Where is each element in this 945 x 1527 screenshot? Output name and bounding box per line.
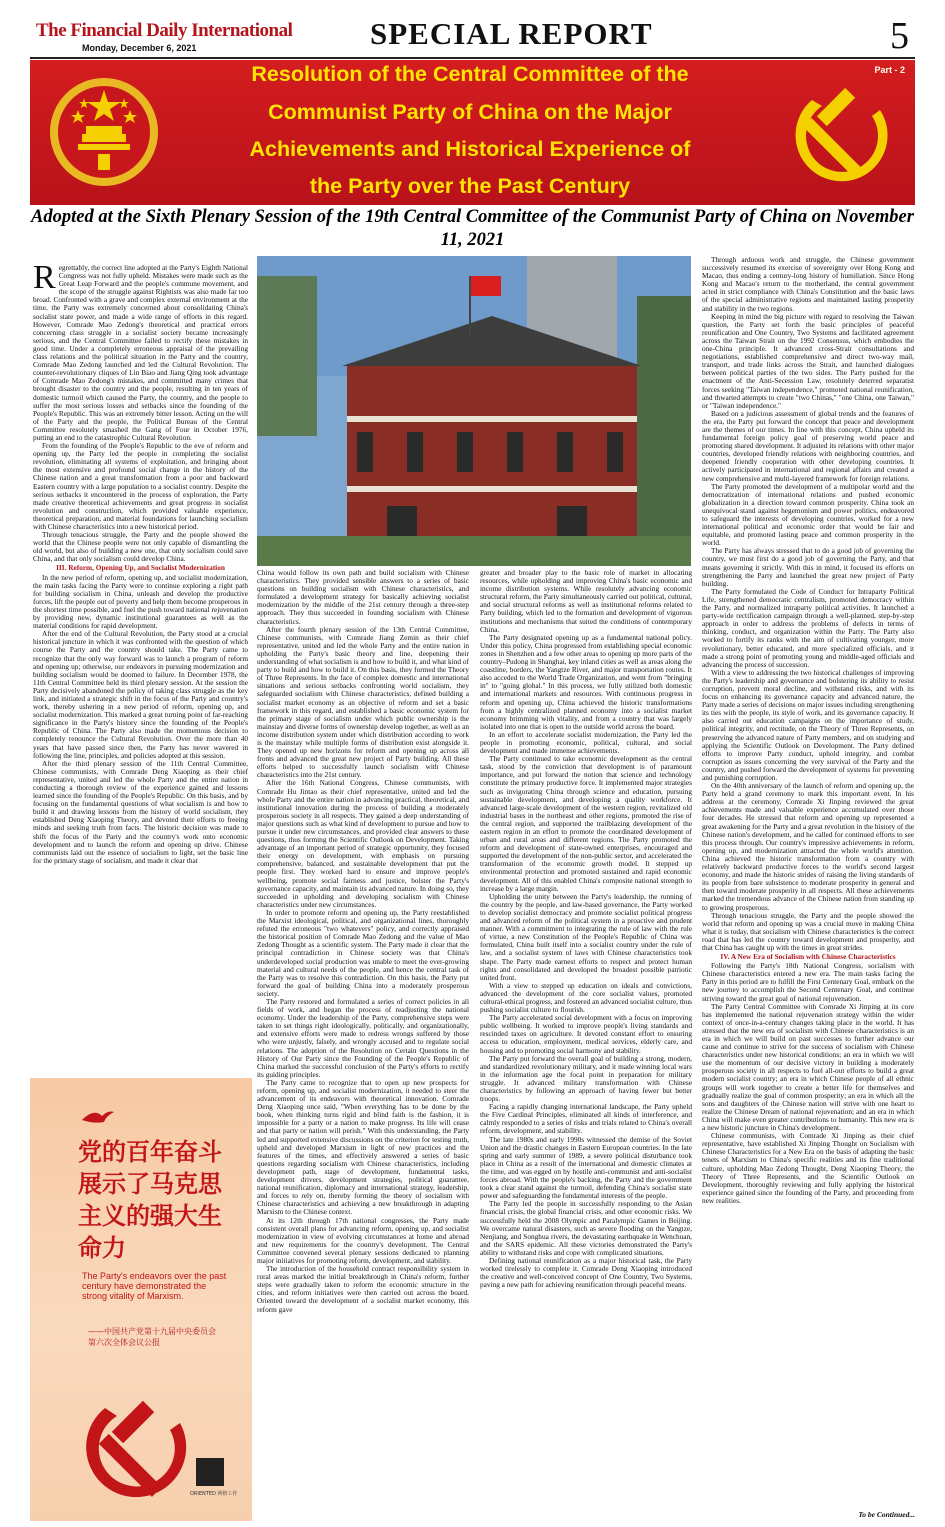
paragraph: Upholding the unity between the Party's leadership, the running of the country by the people, and law-based governance, the Party worked to develop socialist democracy and promote socialist political progress and advanced reform of the political system in a proactive and prudent manner. With a commitment to integrating the rule of law with the rule of virtue, a new Constitution of the People's Republic of China was formulated, China built itself into a socialist country under the rule of law, and a socialist system of laws with Chinese characteristics took shape. The Party made earnest efforts to respect and protect human rights and consolidated and developed the broadest possible patriotic united front. [480,891,692,982]
hammer-sickle-icon [85,1388,195,1508]
continued-note: To be Continued... [858,1510,915,1519]
section-heading: III. Reform, Opening Up, and Socialist Modernization [56,563,225,573]
banner-line-1: Resolution of the Central Committee of the [251,62,689,86]
paragraph: greater and broader play to the basic role of market in allocating resources, while upholding and improving China's basic economic and income distribution systems. While resolutely advancing economic structural reform, the Party simultaneously carried out political, cultural, and social structural reforms as well as institutional reforms related to Party building, which led to the formation and development of vigorous institutions and mechanisms that suited the conditions of contemporary China. [480,569,692,634]
paragraph: egrettably, the correct line adopted at the Party's Eighth National Congress was not fully upheld. Mistakes were made such as the Great Leap Forward and the people's commune movement, and the scope of the struggle against Rightists was also made far too broad. Confronted with a grave and complex external environment at the time, the Party was extremely concerned about consolidating China's socialist state power, and made a wide range of efforts in this regard. However, Comrade Mao Zedong's theoretical and practical errors concerning class struggle in a socialist society became increasingly serious, and the Central Committee failed to rectify these mistakes in good time. Under a completely erroneous appraisal of the prevailing class relations and the political situation in the Party and the country, Comrade Mao Zedong launched and led the Cultural Revolution. The counter-revolutionary cliques of Lin Biao and Jiang Qing took advantage of Comrade Mao Zedong's mistakes, and committed many crimes that brought disaster to the country and the people, resulting in ten years of domestic turmoil which caused the Party, the country, and the people to suffer the most serious losses and setbacks since the founding of the People's Republic. This was an extremely bitter lesson. Acting on the will of the Party and the people, the Political Bureau of the Central Committee resolutely smashed the Gang of Four in October 1976, putting an end to the catastrophic Cultural Revolution. [33,264,248,442]
resolution-subtitle: Adopted at the Sixth Plenary Session of the 19th Central Committee of the Communist Party of China on November 11, 2021 [31,207,914,250]
paragraph: The Party came to recognize that to open up new prospects for reform, opening up, and socialist modernization, it needed to steer the advancement of its endeavors with theoretical innovation. Comrade Deng Xiaoping once said, "When everything has to be done by the book, when thinking turns rigid and blind faith is the fashion, it is impossible for a party or a nation to make progress. Its life will cease and that party or nation will perish." With this understanding, the Party led and supported extensive discussions on the criterion for testing truth, upheld and developed Marxism in light of new practices and the features of the times, and effectively answered a series of basic questions regarding socialism with Chinese characteristics, including development path, stage of development, fundamental tasks, development drivers, development strategies, political guarantee, national reunification, diplomacy and international strategy, leadership, and forces to rely on, thereby forming the theory of socialism with Chinese characteristics and achieving a new breakthrough in adapting Marxism to the Chinese context. [257,1077,469,1217]
poster-source-note [88,1326,238,1348]
article-column-4 [702,256,914,1508]
paragraph: With a view to addressing the two historical challenges of improving the Party's leadership and governance and bolstering its ability to resist corruption, prevent moral decline, and withstand risks, and with its focus on enhancing its governance capacity and advanced nature, the Party made a series of decisions on major issues including strengthening its ties with the people, its style of work, and its governance capacity. It also carried out education campaigns on the importance of study, political integrity, and rectitude, on the Theory of Three Represents, on preserving the advanced nature of Party members, and on studying and applying the Scientific Outlook on Development. The Party defined efforts to improve Party conduct, uphold integrity, and combat corruption as issues concerning the very survival of the Party and the country, and pushed forward the development of systems for preventing and punishing corruption. [702,667,914,782]
paragraph: The introduction of the household contract responsibility system in rural areas marked the initial breakthrough in China's reform, further steps were gradually taken to reform the economic structure in the cities, and reform initiatives were then carried out across the board. Oriented toward the development of a socialist market economy, this reform gave [257,1264,469,1314]
banner-line-4: the Party over the Past Century [309,174,631,198]
banner-line-2: Communist Party of China on the Major [268,100,672,124]
paragraph: Chinese communists, with Comrade Xi Jinping as their chief representative, have established Xi Jinping Thought on Socialism with Chinese Characteristics for a New Era on the basis of adapting the basic tenets of Marxism to China's specific realities and its fine traditional culture, upholding Mao Zedong Thought, Deng Xiaoping Theory, the Theory of Three Represents, and the Scientific Outlook on Development, thoroughly reviewing and fully applying the historical experience gained since the founding of the Party, and proceeding from new realities. [702,1131,914,1205]
paragraph: Keeping in mind the big picture with regard to resolving the Taiwan question, the Party set forth the basic principles of peaceful reunification and One Country, Two Systems and facilitated agreement across the Taiwan Strait on the 1992 Consensus, which embodies the one-China principle. It advanced cross-Strait consultations and negotiations, established comprehensive and direct two-way mail, transport, and trade links across the Strait, and launched dialogues between political parties of the two sides. The Party pushed for the enactment of the Anti-Secession Law, resolutely deterred separatist forces seeking "Taiwan independence," promoted national reunification, and thwarted attempts to create "two Chinas," "one China, one Taiwan," or "Taiwan independence." [702,311,914,410]
national-emblem-icon [48,76,160,188]
paragraph: Defining national reunification as a major historical task, the Party worked tirelessly to complete it. Comrade Deng Xiaoping introduced the creative and well-conceived concept of One Country, Two Systems, paving a new path for achieving reunification through peaceful means. [480,1255,692,1290]
hammer-sickle-icon [782,70,907,195]
paragraph: After the 16th National Congress, Chinese communists, with Comrade Hu Jintao as their chief representative, united and led the whole Party and the entire nation in advancing practical, theoretical, and institutional innovation during the process of building a moderately prosperous society in all respects. They gained a deep understanding of major questions such as what kind of development to pursue and how to pursue it under new circumstances, and provided clear answers to these questions, thus forming the Scientific Outlook on Development. Taking advantage of an important period of strategic opportunity, they focused their energy on development, with emphasis on pursuing comprehensive, balanced, and sustainable development that put the people first. They worked hard to ensure and improve people's wellbeing, promote social fairness and justice, bolster the Party's governance capacity, and maintain its advanced nature. In doing so, they succeeded in upholding and developing socialism with Chinese characteristics under new circumstances. [257,778,469,909]
masthead-rule [30,57,915,59]
poster-title-line: 党的百年奋斗 [78,1138,222,1166]
section-heading: IV. A New Era of Socialism with Chinese Characteristics [720,952,896,962]
paragraph: On the 40th anniversary of the launch of reform and opening up, the Party held a grand ceremony to mark this important event. In his address at the ceremony, Comrade Xi Jinping reviewed the great achievements made and valuable experience accumulated over those four decades. He stressed that reform and opening up represented a great awakening for the Party and a great revolution in the history of the Chinese nation's development, and he called for continued efforts to see this process through. Our country's impressive achievements in reform, opening up, and modernization attracted the whole world's attention. China achieved the historic transformation from a country with relatively backward productive forces to the world's second largest economy, and made the historic strides of raising the living standards of its people from bare subsistence to moderate prosperity in general and then toward moderate prosperity in all respects. All these achievements marked the tremendous advance of the Chinese nation from standing up to growing prosperous. [702,781,914,912]
paragraph: China would follow its own path and build socialism with Chinese characteristics. They provided sensible answers to a series of basic questions on building socialism with Chinese characteristics, and formulated a development strategy for basically achieving socialist modernization by the middle of the 21st century through a three-step approach. They thus succeeded in founding socialism with Chinese characteristics. [257,569,469,626]
poster-note-line: ——中国共产党第十九届中央委员会 [88,1327,216,1336]
paragraph: Through arduous work and struggle, the Chinese government successively resumed its exercise of sovereignty over Hong Kong and Macao, thus ending a century-long history of humiliation. Since Hong Kong and Macao's return to the motherland, the central government acted in strict compliance with China's Constitution and the basic laws of the special administrative regions and maintained lasting prosperity and stability in the two regions. [702,256,914,313]
dove-icon [80,1106,116,1126]
paragraph: From the founding of the People's Republic to the eve of reform and opening up, the Party led the people in completing the socialist revolution, eliminating all systems of exploitation, and bringing about the most extensive and profound social change in the history of the Chinese nation and a great transformation from a poor and backward Eastern country with a large population to a socialist country. Despite the serious setbacks it encountered in the process of exploration, the Party made creative theoretical achievements and great progress in socialist revolution and construction, which provided valuable experience, theoretical preparation, and material foundations for launching socialism with Chinese characteristics into a new historical period. [33,441,248,531]
building-photo-image [257,256,691,566]
paragraph: The late 1980s and early 1990s witnessed the demise of the Soviet Union and the drastic changes in Eastern European countries. In the late spring and early summer of 1989, a severe political disturbance took place in China as a result of the international and domestic climates at the time, and was egged on by hostile anti-communist and anti-socialist forces abroad. With the people's backing, the Party and the government took a clear stand against the turmoil, defending China's socialist state power and safeguarding the fundamental interests of the people. [480,1134,692,1201]
headline-banner [30,60,915,205]
paragraph: Following the Party's 18th National Congress, socialism with Chinese characteristics entered a new era. The main tasks facing the Party in this period are to fulfill the First Centenary Goal, embark on the new journey to accomplish the Second Centenary Goal, and continue striving toward the great goal of national rejuvenation. [702,961,914,1003]
qr-code [196,1458,224,1486]
paragraph: The Party Central Committee with Comrade Xi Jinping at its core has implemented the national rejuvenation strategy within the wider context of once-in-a-century changes taking place in the world. It has stressed that the new era of socialism with Chinese characteristics is an era in which we will build on past successes to further advance our cause and continue to strive for the success of socialism with Chinese characteristics under new historical conditions; an era in which we will use the momentum of our decisive victory in building a moderately prosperous society in all respects to fuel all-out efforts to build a great modern socialist country; an era in which Chinese people of all ethnic groups will work together to create a better life for themselves and gradually realize the goal of common prosperity; an era in which all the sons and daughters of the Chinese nation will strive with one heart to realize the Chinese Dream of national rejuvenation; and an era in which China will make even greater contributions to humanity. This new era is a new historic juncture in China's development. [702,1001,914,1133]
poster-title-line: 展示了马克思 [78,1170,222,1198]
paper-name: The Financial Daily International [36,20,293,41]
historic-site-photo [257,256,691,566]
section-title: SPECIAL REPORT [370,16,653,51]
paragraph: The Party has always stressed that to do a good job of governing the country, we must first do a good job of governing the Party, and that means governing it strictly. With this in mind, it focused its efforts on strengthening the Party and launched the great new project of Party building. [702,546,914,588]
paragraph: Facing a rapidly changing international landscape, the Party upheld the Five Cardinal Principles, eliminated all kinds of interference, and calmly responded to a series of risks and trials related to China's overall reform, development, and stability. [480,1102,692,1136]
paragraph: The Party put forward the overall goal of building a strong, modern, and standardized revolutionary military, and it made winning local wars in the information age the focal point in preparation for military struggle. It advanced military transformation with Chinese characteristics by following an approach of having fewer but better troops. [480,1053,692,1104]
poster-title-line: 命力 [78,1234,126,1262]
paragraph: The Party continued to take economic development as the central task, stood by the conviction that development is of paramount importance, and put forward the notion that science and technology constitute the primary productive force. It implemented major strategies such as invigorating China through science and education, pursuing sustainable development, and developing a quality workforce. It advanced large-scale development of the western region, revitalized old industrial bases in the northeast and other regions, promoted the rise of the central region, and supported the trailblazing development of the eastern region in an effort to promote the coordinated development of urban and rural areas and different regions. The Party promoted the reform and development of state-owned enterprises, encouraged and supported the development of the non-public sector, and accelerated the transformation of the economic growth model. It stepped up environmental protection and promoted sustained and rapid economic development. All of this enabled China's composite national strength to increase by a large margin. [480,754,692,893]
poster-title-line: 主义的强大生 [78,1202,222,1230]
banner-line-3: Achievements and Historical Experience of [249,137,691,161]
poster-chinese-title [78,1136,222,1264]
paragraph: In the new period of reform, opening up, and socialist modernization, the main tasks facing the Party were to continue exploring a right path for building socialism in China, unleash and develop the productive forces, lift the people out of poverty and help them become prosperous in the shortest time possible, and fuel the push toward national rejuvenation by providing new, dynamic institutional guarantees as well as the material conditions for rapid development. [33,572,248,631]
article-column-3 [480,569,692,1519]
paragraph: With a view to stepped up education on ideals and convictions, advanced the development of the core socialist values, promoted cultural-ethical progress, and fostered an advanced socialist culture, thus pushing socialist culture to flourish. [480,980,692,1015]
qr-label: ORIENTED 网格工作 [190,1491,238,1497]
paragraph: The Party formulated the Code of Conduct for Intraparty Political Life, strengthened democratic centralism, promoted democracy within the Party, and normalized intraparty political activities. It launched a party-wide rectification campaign through a well-planned, step-by-step approach in order to address the problems of defects in terms of thinking, conduct, and organization within the Party. The Party also worked to fortify its ranks with the aim of cultivating younger, more revolutionary, better educated, and more specialized officials, and it made a strong point of promoting young and middle-aged officials and advancing the process of succession. [702,586,914,669]
drop-cap: R [33,264,56,296]
issue-date: Monday, December 6, 2021 [82,43,197,53]
paragraph: After the end of the Cultural Revolution, the Party stood at a crucial historical juncture in which it was confronted with the question of which course the Party and the country should take. The Party came to recognize that the only way forward was to launch a program of reform and opening up; otherwise, our endeavors in pursuing modernization and building socialism would be doomed to failure. In December 1978, the 11th Central Committee held its third plenary session. At the session the Party decisively abandoned the policy of taking class struggle as the key link, and initiated a strategic shift in the focus of the Party and country's work, thereby ushering in a new period of reform, opening up, and socialist modernization. This marked a great turning point of far-reaching significance in the Party's history since the founding of the People's Republic of China. The Party also made the momentous decision to completely renounce the Cultural Revolution. Over the more than 40 years that have passed since then, the Party has never wavered in following the line, principles, and policies adopted at this session. [33,629,248,760]
part-label: Part - 2 [874,65,905,75]
centenary-poster [30,1078,252,1521]
article-column-2 [257,569,469,1519]
paragraph: Through tenacious struggle, the Party and the people showed the world that the Chinese people were not only capable of dismantling the old world, but also of building a new one, that only socialism could save China, and that only socialism could develop China. [33,530,248,564]
paragraph: In an effort to accelerate socialist modernization, the Party led the people in promoting economic, political, cultural, and social development and made immense achievements. [480,729,692,756]
paragraph: The Party led the people in successfully responding to the Asian financial crisis, the global financial crisis, and other economic risks. We successfully held the 2008 Olympic and Paralympic Games in Beijing. We overcame natural disasters, such as severe flooding on the Yangtze, Nenjiang, and Songhua rivers, the devastating earthquake in Wenchuan, and the SARS epidemic. All these victories demonstrated the Party's ability to withstand risks and cope with complicated situations. [480,1199,692,1257]
paragraph: At its 12th through 17th national congresses, the Party made consistent overall plans for advancing reform, opening up, and socialist modernization in view of evolving circumstances at home and abroad and new requirements for the country's development. The Central Committee convened several plenary sessions dedicated to planning major initiatives for promoting reform, development, and stability. [257,1215,469,1265]
masthead [30,14,915,56]
paragraph: After the third plenary session of the 11th Central Committee, Chinese communists, with Comrade Deng Xiaoping as their chief representative, united and led the whole Party and the entire nation in conducting a thorough review of the experience gained and lessons learned since the founding of the People's Republic. On this basis, and by focusing on the fundamental questions of what socialism is and how to build it and drawing lessons from the history of world socialism, they established Deng Xiaoping Theory, and devoted their efforts to freeing minds and seeking truth from facts. The historic decision was made to shift the focus of the Party and the country's work onto economic development and to launch the reform and opening up drive. Chinese communists laid out the essence of socialism to light, set the basic line for the primary stage of socialism, and made it clear that [33,758,248,865]
poster-note-line: 第六次全体会议公报 [88,1338,160,1347]
article-column-1 [33,264,248,1070]
paragraph: The Party designated opening up as a fundamental national policy. Under this policy, China progressed from establishing special economic zones in Shenzhen and a few other areas to opening up more parts of the country–Pudong in Shanghai, key inland cities as well as areas along the coastline, borders, the Yangtze River, and major transportation routes. It also acceded to the World Trade Organization, and went from "bringing in" to "going global." In this process, we fully utilized both domestic and international markets and resources. With continuous progress in reform and opening up, China achieved the historic transformations from a highly centralized planned economy into a socialist market economy brimming with vitality, and from a country that was largely isolated into one that is open to the outside world across the board. [480,632,692,731]
paragraph: The Party restored and formulated a series of correct policies in all fields of work, and began the process of readjusting the national economy. Under the leadership of the Party, comprehensive steps were taken to set things right ideologically, politically, and organizationally, and extensive efforts were made to redress wrongs suffered by those who were unjustly, falsely, and wrongly accused and to regulate social relations. The adoption of the Resolution on Certain Questions in the History of Our Party since the Founding of the People's Republic of China marked the successful conclusion of the Party's efforts to rectify its guiding principles. [257,996,469,1079]
paragraph: Based on a judicious assessment of global trends and the features of the era, the Party put forward the concept that peace and development are the themes of our times. In line with this concept, China upheld its fundamental foreign policy goal of preserving world peace and promoting shared development. It adjusted its relations with other major countries, developed friendly relations with neighboring countries, and deepened friendly cooperation with other developing countries. It actively participated in international and regional affairs and created a new comprehensive and multi-layered framework for foreign relations. [702,408,914,483]
paragraph: After the fourth plenary session of the 13th Central Committee, Chinese communists, with Comrade Jiang Zemin as their chief representative, united and led the whole Party and the entire nation in upholding the Party's basic theory and line, deepening their understanding of what socialism is and how to build it, and what kind of party to build and how to build it. On this basis, they formed the Theory of Three Represents. In the face of complex domestic and international situations and serious setbacks confronting world socialism, they safeguarded socialism with Chinese characteristics, defined building a socialist market economy as an objective of reform and set a basic framework in this regard, and established a basic economic system for the primary stage of socialism under which public ownership is the mainstay and diverse forms of ownership develop together, as well as an income distribution system under which distribution according to work is the mainstay while multiple forms of distribution exist alongside it. They opened up new horizons for reform and opening up across all fronts and advanced the great new project of Party building. All these efforts helped to successfully launch socialism with Chinese characteristics into the 21st century. [257,624,469,780]
paragraph: In order to promote reform and opening up, the Party reestablished the Marxist ideological, political, and organizational lines, thoroughly refuted the erroneous "two whatevers" policy, and correctly appraised the historical position of Comrade Mao Zedong and the value of Mao Zedong Thought as a scientific system. The Party made it clear that the principal contradiction in Chinese society was that China's underdeveloped social production was unable to meet the ever-growing material and cultural needs of the people, and hence the central task of the Party was to resolve this contradiction. On this basis, the Party put forward the goal of building China into a moderately prosperous society. [257,907,469,998]
paragraph: The Party accelerated social development with a focus on improving public wellbeing. It worked to improve people's living standards and rescinded taxes on agriculture. It devoted constant effort to ensuring access to education, employment, medical services, elderly care, and housing and to promoting social harmony and stability. [480,1013,692,1055]
page-number: 5 [890,15,909,57]
poster-english-text: The Party's endeavors over the past century have demonstrated the strong vitality of Marxism. [82,1271,227,1301]
paragraph: The Party promoted the development of a multipolar world and the democratization of international relations and pushed economic globalization in a direction toward common prosperity. China took an unequivocal stand against hegemonism and power politics, endeavored to safeguard the interests of developing countries, worked for a new international political and economic order that would be fair and equitable, and promoted lasting peace and common prosperity in the world. [702,481,914,548]
paragraph: Through tenacious struggle, the Party and the people showed the world that reform and opening up was a crucial move in making China what it is today, that socialism with Chinese characteristics is the correct road that has led the country toward development and prosperity, and that China has caught up with the times in great strides. [702,910,914,952]
